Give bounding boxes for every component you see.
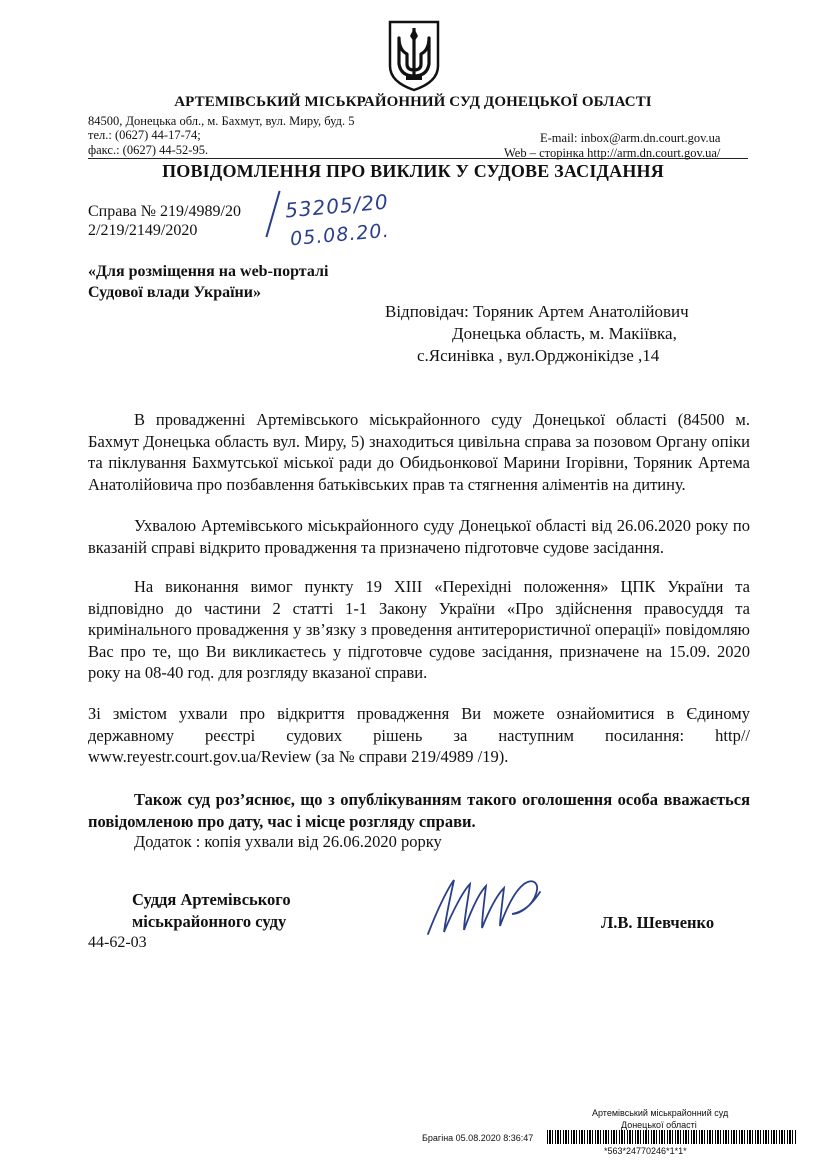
portal-note-line2: Судової влади України»: [88, 284, 261, 301]
handwritten-slash: [265, 191, 280, 238]
judge-phone: 44-62-03: [88, 934, 147, 951]
case-registration: 2/219/2149/2020: [88, 222, 198, 239]
respondent-region: Донецька область, м. Макіївка,: [452, 324, 677, 343]
court-name: АРТЕМІВСЬКИЙ МІСЬКРАЙОННИЙ СУД ДОНЕЦЬКОЇ ОБЛАСТІ: [174, 94, 652, 110]
registry-stamp-court: Артемівський міськрайонний суд: [592, 1108, 729, 1118]
judge-title-line1: Суддя Артемівського: [132, 890, 291, 909]
paragraph-summons: На виконання вимог пункту 19 XIII «Перехідні положення» ЦПК України та відповідно до частини 2 статті 1-1 Закону України «Про здійснення правосуддя та кримінального провадження у зв’язку з проведення антитерористичної операції» повідомляю Вас про те, що Ви викликаєтесь у підготовче судове засідання, призначене на 15.09. 2020 року на 08-40 год. для розгляду вказаної справи.: [88, 577, 750, 682]
handwritten-incoming-number: 53205/20: [284, 189, 390, 223]
registry-stamp-region: Донецької області: [621, 1120, 697, 1130]
paragraph-clarification: Також суд роз’яснює, що з опублікуванням такого оголошення особа вважається повідомленою про дату, час і місце розгляду справи.: [88, 790, 750, 831]
paragraph-registry: Зі змістом ухвали про відкриття провадження Ви можете ознайомитися в Єдиному державному реєстрі судових рішень за наступним посилання: http// www.reyestr.court.gov.ua/Review (за № справи 219/4989 /19).: [88, 704, 750, 766]
registry-stamp-date: Брагіна 05.08.2020 8:36:47: [422, 1133, 534, 1143]
court-email: E-mail: inbox@arm.dn.court.gov.ua: [540, 131, 721, 145]
coat-of-arms-icon: [387, 20, 441, 92]
court-address: 84500, Донецька обл., м. Бахмут, вул. Миру, буд. 5: [88, 114, 355, 128]
portal-note: [88, 261, 328, 303]
paragraph-proceedings: В провадженні Артемівського міськрайонного суду Донецької області (84500 м. Бахмут Донецька область вул. Миру, 5) знаходиться цивільна справа за позовом Органу опіки та піклування Бахмутської міської ради до Обидьонкової Марини Ігорівни, Торяник Артема Анатолійовича про позбавлення батьківських прав та стягнення аліментів на дитину.: [88, 410, 750, 494]
court-website: Web – сторінка http://arm.dn.court.gov.ua/: [504, 146, 721, 160]
judge-title-line2: міськрайонного суду: [132, 912, 287, 931]
respondent-name: Відповідач: Торяник Артем Анатолійович: [385, 302, 689, 321]
judge-name: Л.В. Шевченко: [601, 913, 715, 932]
barcode: [547, 1130, 797, 1144]
respondent-address: с.Ясинівка , вул.Орджонікідзе ,14: [417, 346, 660, 365]
case-number: Справа № 219/4989/20: [88, 203, 241, 220]
handwritten-signature: [420, 868, 570, 943]
paragraph-attachment: Додаток : копія ухвали від 26.06.2020 рорку: [134, 832, 442, 851]
court-phone: тел.: (0627) 44-17-74;: [88, 128, 201, 142]
paragraph-ruling: Ухвалою Артемівського міськрайонного суду Донецької області від 26.06.2020 року по вказаній справі відкрито провадження та призначено підготовче судове засідання.: [88, 516, 750, 557]
header-divider: [88, 158, 748, 159]
barcode-number: *563*24770246*1*1*: [604, 1146, 687, 1156]
handwritten-incoming-date: 05.08.20.: [289, 219, 391, 251]
court-fax: факс.: (0627) 44-52-95.: [88, 143, 209, 157]
portal-note-line1: «Для розміщення на web-порталі: [88, 263, 329, 280]
notice-title: ПОВІДОМЛЕННЯ ПРО ВИКЛИК У СУДОВЕ ЗАСІДАННЯ: [162, 161, 664, 181]
